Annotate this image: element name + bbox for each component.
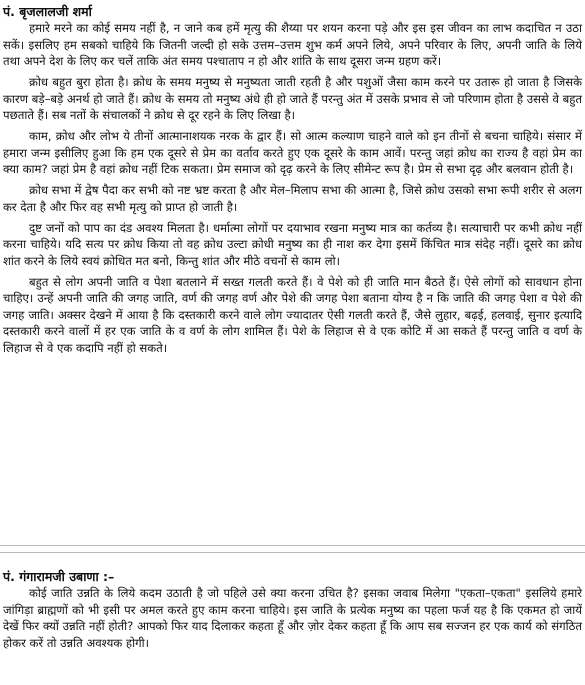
divider-line	[0, 552, 585, 553]
section-heading: पं. गंगारामजी उबाणा :–	[3, 569, 115, 584]
section-gangaram-ubana	[3, 568, 582, 656]
paragraph: बहुत से लोग अपनी जाति व पेशा बतलाने में सख्त गलती करते हैं। वे पेशे को ही जाति मान बैठते हैं। ऐसे लोगों को सावधान होना चाहिए। उन्हें अपनी जाति की जगह जाति, वर्ण की जगह वर्ण और पेशे की जगह पेशा बताना योग्य है न कि जाति की जगह पेशा व पेशे की जगह जाति। अक्सर देखने में आया है कि दस्तकारी करने वाले लोग ज्यादातर ऐसी गलती करते हैं, जैसे लुहार, बढ़ई, हलवाई, सुनार इत्यादि दस्तकारी करने वालों में हर एक जाति के व वर्ण के लोग शामिल हैं। पेशे के लिहाज से वे एक कोटि में आ सकते हैं परन्तु जाति व वर्ण के लिहाज से वे एक कदापि नहीं हो सकते।	[3, 274, 582, 355]
paragraph: दुष्ट जनों को पाप का दंड अवश्य मिलता है। धर्मात्मा लोगों पर दयाभाव रखना मनुष्य मात्र का कर्तव्य है। सत्याचारी पर कभी क्रोध नहीं करना चाहिये। यदि सत्य पर क्रोध किया तो वह क्रोध उल्टा क्रोधी मनुष्य का ही नाश कर देगा इसमें किंचित मात्र संदेह नहीं। दूसरे का क्रोध शांत करने के लिये स्वयं क्रोधित मत बनो, किन्तु शांत और मीठे वचनों से काम लो।	[3, 220, 582, 268]
paragraph: काम, क्रोध और लोभ ये तीनों आत्मानाशयक नरक के द्वार हैं। सो आत्म कल्याण चाहने वाले को इन तीनों से बचना चाहिये। संसार में हमारा जन्म इसीलिए हुआ कि हम एक दूसरे से प्रेम का वर्ताव करते हुए एक दूसरे के काम आवें। परन्तु जहां क्रोध का राज्य है वहां प्रेम का क्या काम? जहां प्रेम है वहां क्रोध नहीं टिक सकता। प्रेम समाज को दृढ़ करने के लिए सीमेन्ट रूप है। प्रेम से सभा दृढ़ और बलवान होती है।	[3, 129, 582, 176]
paragraph: क्रोध बहुत बुरा होता है। क्रोध के समय मनुष्य से मनुष्यता जाती रहती है और पशुओं जैसा काम करने पर उतारू हो जाता है जिसके कारण बड़े–बड़े अनर्थ हो जाते हैं। क्रोध के समय तो मनुष्य अंधे ही हो जाते हैं परन्तु अंत में उसके प्रभाव से जो परिणाम होता है उससे वे बहुत पछताते हैं। सब नतों के संचालकों ने क्रोध से दूर रहने के लिए लिखा है।	[3, 75, 582, 122]
paragraph: कोई जाति उन्नति के लिये कदम उठाती है जो पहिले उसे क्या करना उचित है? इसका जवाब मिलेगा "एकता–एकता" इसलिये हमारे जांगिड़ा ब्राह्मणों को भी इसी पर अमल करते हुए काम करना चाहिये। इस जाति के प्रत्येक मनुष्य का पहला फर्ज यह है कि एकमत हो जायें देखें फिर क्यों उन्नति नहीं होती? आपको फिर याद दिलाकर कहता हूँ और ज़ोर देकर कहता हूँ कि आप सब सज्जन हर एक कार्य को संगठित होकर करें तो उन्नति अवश्यक होगी।	[3, 586, 582, 650]
paragraph: हमारे मरने का कोई समय नहीं है, न जाने कब हमें मृत्यु की शैय्या पर शयन करना पड़े और इस इस जीवन का लाभ कदाचित न उठा सकें। इसलिए हम सबको चाहिये कि जितनी जल्दी हो सके उत्तम–उत्तम शुभ कर्म अपने लिये, अपने परिवार के लिए, अपनी जाति के लिये तथा अपने देश के लिए कर चलें ताकि अंत समय पश्चाताप न हो और शांति के साथ दूसरा जन्म ग्रहण करें।	[3, 21, 582, 68]
section-heading: पं. बृजलालजी शर्मा	[3, 4, 92, 19]
paragraph: क्रोध सभा में द्वेष पैदा कर सभी को नष्ट भ्रष्ट करता है और मेल–मिलाप सभा की आत्मा है, जिसे क्रोध उसको सभा रूपी शरीर से अलग कर देता है और फिर वह सभी मृत्यु को प्राप्त हो जाती है।	[3, 183, 582, 214]
divider-line	[0, 545, 585, 546]
section-brijlal-sharma	[3, 3, 582, 361]
